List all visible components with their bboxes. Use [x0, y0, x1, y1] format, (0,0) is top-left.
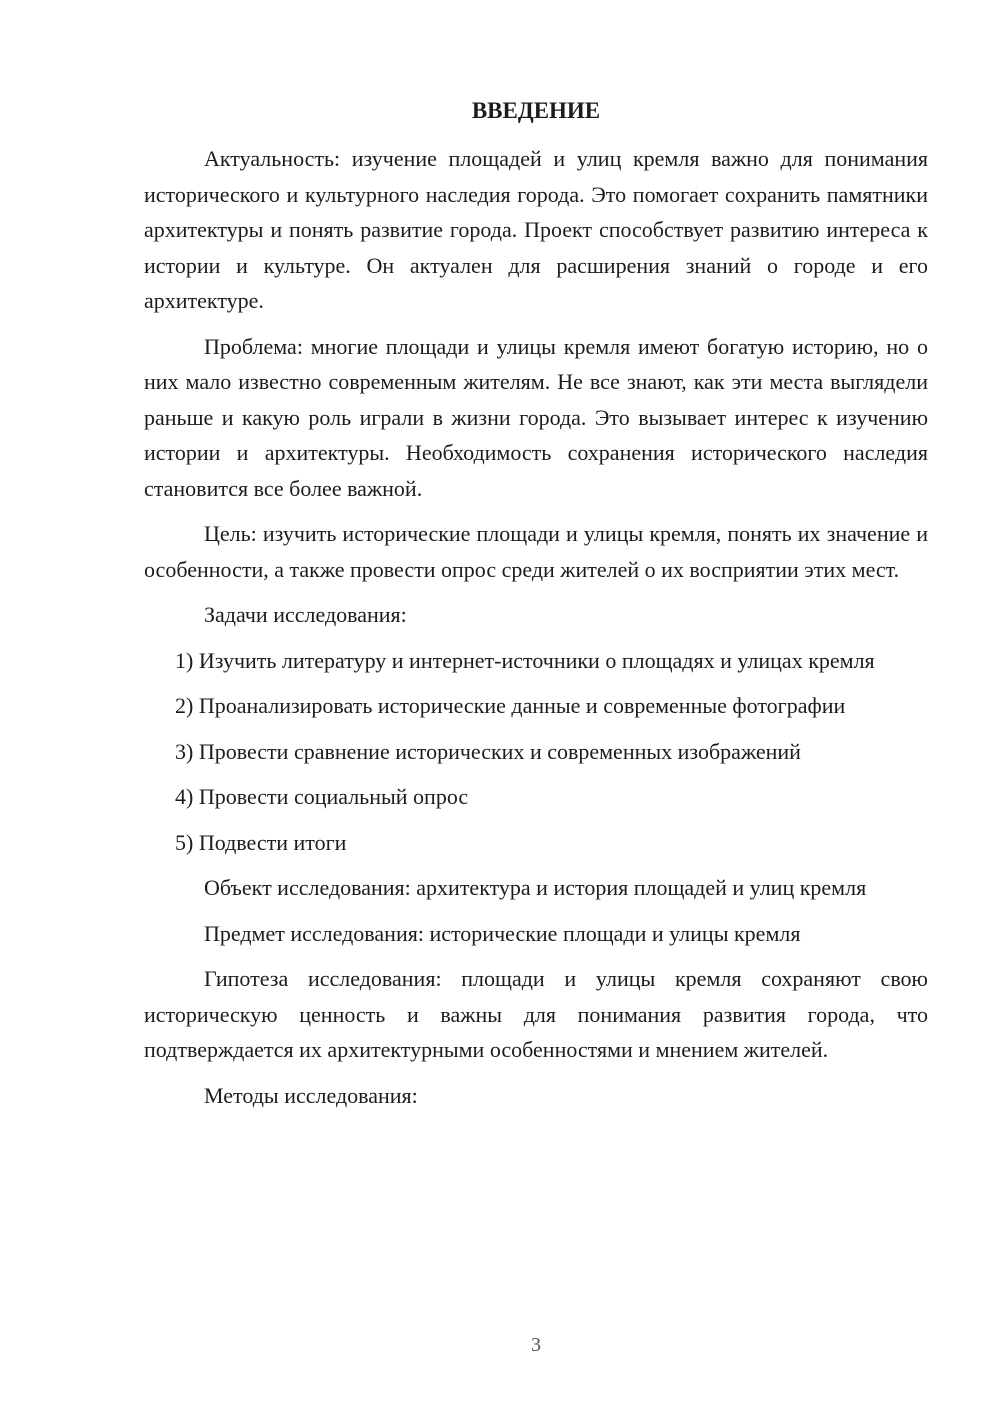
subject-paragraph: Предмет исследования: исторические площади и улицы кремля — [204, 920, 801, 946]
document-body — [144, 141, 928, 1123]
relevance-paragraph: Актуальность: изучение площадей и улиц кремля важно для понимания исторического и культурного наследия города. Это помогает сохранить памятники архитектуры и понять развитие города. Проект способствует развитию интереса к истории и культуре. Он актуален для расширения знаний о городе и его архитектуре. — [144, 146, 928, 313]
goal-paragraph: Цель: изучить исторические площади и улицы кремля, понять их значение и особенности, а также провести опрос среди жителей о их восприятии этих мест. — [144, 521, 928, 582]
task-item-3: 3) Провести сравнение исторических и современных изображений — [175, 738, 801, 764]
tasks-heading: Задачи исследования: — [204, 602, 407, 627]
task-item-4: 4) Провести социальный опрос — [175, 784, 469, 809]
task-item-1: 1) Изучить литературу и интернет-источники о площадях и улицах кремля — [175, 647, 875, 673]
object-paragraph: Объект исследования: архитектура и история площадей и улиц кремля — [204, 875, 867, 900]
methods-heading: Методы исследования: — [204, 1082, 418, 1108]
section-title: ВВЕДЕНИЕ — [471, 98, 601, 123]
page-number: 3 — [531, 1334, 541, 1356]
task-item-2: 2) Проанализировать исторические данные и современные фотографии — [175, 693, 846, 718]
hypothesis-paragraph: Гипотеза исследования: площади и улицы кремля сохраняют свою историческую ценность и важны для понимания развития города, что подтверждается их архитектурными особенностями и мнением жителей. — [144, 966, 928, 1062]
problem-paragraph: Проблема: многие площади и улицы кремля имеют богатую историю, но о них мало известно современным жителям. Не все знают, как эти места выглядели раньше и какую роль играли в жизни города. Это вызывает интерес к изучению истории и архитектуры. Необходимость сохранения исторического наследия становится все более важной. — [144, 333, 928, 501]
task-item-5: 5) Подвести итоги — [175, 829, 347, 855]
